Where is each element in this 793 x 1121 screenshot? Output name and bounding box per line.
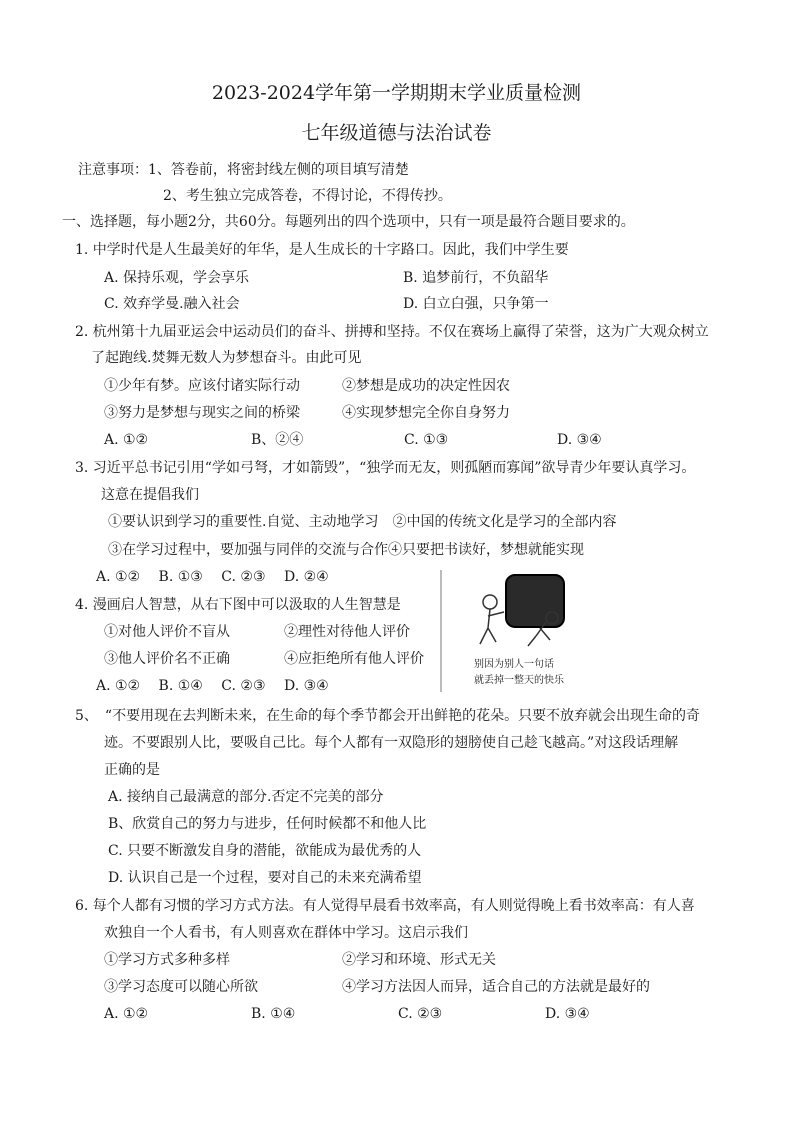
q6-stem-1: 6. 每个人都有习惯的学习方式方法。有人觉得早晨看书效率高，有人则觉得晚上看书效率高：有人喜 (75, 898, 695, 914)
q3-options: A. ①② B. ①③ C. ②③ D. ②④ (96, 569, 329, 585)
q6-option-b: B. ①④ (251, 1006, 296, 1022)
q2-statement-2: ②梦想是成功的决定性因农 (342, 378, 510, 394)
page-subtitle: 七年级道德与法治试卷 (301, 122, 492, 144)
notice-line-2: 2、考生独立完成答卷，不得讨论，不得传抄。 (163, 188, 452, 204)
q6-statement-2: ②学习和环境、形式无关 (342, 952, 496, 968)
q2-option-c: C. ①③ (404, 432, 449, 448)
q2-option-a: A. ①② (104, 432, 149, 448)
q1-option-b: B. 追梦前行，不负韶华 (403, 270, 549, 286)
q5-stem-2: 迹。不要跟别人比，要吸自己比。每个人都有一双隐形的翅膀使自己趁飞越高。”对这段话理解 (104, 735, 679, 751)
q4-options: A. ①② B. ①④ C. ②③ D. ③④ (96, 678, 329, 694)
q3-stem-2: 这意在提倡我们 (101, 487, 199, 503)
q1-option-d: D. 白立白强，只争第一 (403, 296, 549, 312)
q6-option-a: A. ①② (104, 1006, 149, 1022)
q6-option-d: D. ③④ (545, 1006, 590, 1022)
q5-option-b: B、欣赏自己的努力与进步，任何时候都不和他人比 (108, 816, 427, 832)
q5-option-c: C. 只要不断激发自身的潜能，欲能成为最优秀的人 (108, 843, 422, 859)
q1-option-a: A. 保持乐观，学会享乐 (104, 270, 250, 286)
q4-statement-2: ②理性对待他人评价 (284, 624, 410, 640)
section-heading: 一、选择题，每小题2分，共60分。每题列出的四个选项中，只有一项是最符合题目要求的。 (62, 214, 635, 230)
q2-statement-3: ③努力是梦想与现实之间的桥梁 (104, 405, 300, 421)
q6-statement-1: ①学习方式多种多样 (104, 952, 230, 968)
cartoon-illustration (440, 570, 590, 692)
cartoon-caption-1: 别因为别人一句话 (474, 659, 554, 670)
q4-statement-4: ④应拒绝所有他人评价 (284, 651, 424, 667)
q5-option-d: D. 认识自己是一个过程，要对自己的未来充满希望 (108, 870, 422, 886)
q6-option-c: C. ②③ (398, 1006, 443, 1022)
q5-option-a: A. 接纳自己最满意的部分.否定不完美的部分 (108, 789, 384, 805)
page-title: 2023-2024学年第一学期期末学业质量检测 (211, 82, 582, 104)
people-pushing-icon (440, 570, 590, 650)
q2-option-d: D. ③④ (557, 432, 602, 448)
q4-statement-3: ③他人评价名不正确 (104, 651, 230, 667)
q1-option-c: C. 效弃学曼.融入社会 (104, 296, 240, 312)
q3-stem-1: 3. 习近平总书记引用“学如弓弩，才如箭毁”，“独学而无友，则孤陋而寡闻”欲导青少年要认真学习。 (75, 460, 696, 476)
q5-stem-3: 正确的是 (104, 762, 160, 778)
notice-line-1: 注意事项：1、答卷前，将密封线左侧的项目填写清楚 (78, 162, 409, 178)
q2-statement-1: ①少年有梦。应该付诸实际行动 (104, 378, 300, 394)
q6-statement-4: ④学习方法因人而异，适合自己的方法就是最好的 (342, 979, 650, 995)
q1-stem: 1. 中学时代是人生最美好的年华，是人生成长的十字路口。因此，我们中学生要 (75, 242, 569, 258)
q4-statement-1: ①对他人评价不盲从 (104, 624, 230, 640)
q6-statement-3: ③学习态度可以随心所欲 (104, 979, 258, 995)
q2-option-b: B、②④ (251, 432, 304, 448)
q4-stem: 4. 漫画启人智慧，从右下图中可以汲取的人生智慧是 (75, 597, 401, 613)
q2-stem-1: 2. 杭州第十九届亚运会中运动员们的奋斗、拼搏和坚持。不仅在赛场上赢得了荣誉，这为广大观众树立 (75, 324, 709, 340)
q3-statements-1-2: ①要认识到学习的重要性.自觉、主动地学习 ②中国的传统文化是学习的全部内容 (108, 514, 617, 530)
cartoon-caption-2: 就丢掉一整天的快乐 (474, 675, 564, 686)
q2-stem-2: 了起跑线.焚舞无数人为梦想奋斗。由此可见 (91, 350, 362, 366)
q2-statement-4: ④实现梦想完全你自身努力 (342, 405, 510, 421)
q6-stem-2: 欢独自一个人看书，有人则喜欢在群体中学习。这启示我们 (104, 925, 468, 941)
q5-stem-1: 5、 “不要用现在去判断未来，在生命的每个季节都会开出鲜艳的花朵。只要不放弃就会出现生命的奇 (75, 708, 701, 724)
q3-statements-3-4: ③在学习过程中，要加强与同伴的交流与合作④只要把书读好，梦想就能实现 (108, 542, 584, 558)
